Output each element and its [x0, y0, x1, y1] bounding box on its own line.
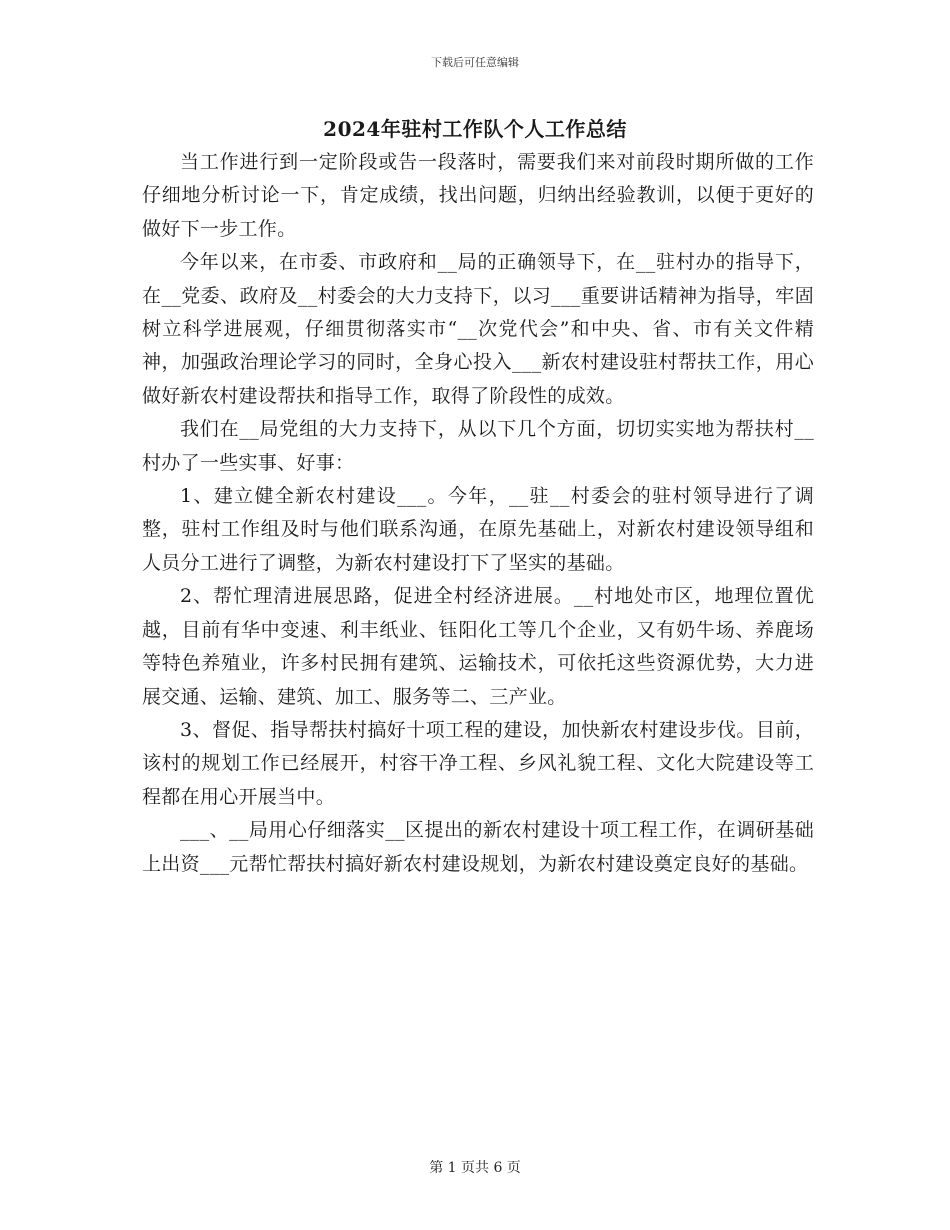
paragraph: 今年以来，在市委、市政府和__局的正确领导下，在__驻村办的指导下，在__党委、政府及__村委会的大力支持下，以习___重要讲话精神为指导，牢固树立科学进展观，仔细贯彻落实市“__次党代会”和中央、省、市有关文件精神，加强政治理论学习的同时，全身心投入___新农村建设驻村帮扶工作，用心做好新农村建设帮扶和指导工作，取得了阶段性的成效。 — [142, 251, 814, 407]
paragraph: ___、__局用心仔细落实__区提出的新农村建设十项工程工作，在调研基础上出资___元帮忙帮扶村搞好新农村建设规划，为新农村建设奠定良好的基础。 — [142, 819, 814, 875]
paragraph: 1、建立健全新农村建设___。今年，__驻__村委会的驻村领导进行了调整，驻村工作组及时与他们联系沟通，在原先基础上，对新农村建设领导组和人员分工进行了调整，为新农村建设打下了坚实的基础。 — [142, 485, 814, 574]
paragraph: 我们在__局党组的大力支持下，从以下几个方面，切切实实地为帮扶村__村办了一些实事、好事： — [142, 418, 814, 474]
paragraph: 2、帮忙理清进展思路，促进全村经济进展。__村地处市区，地理位置优越，目前有华中变速、利丰纸业、钰阳化工等几个企业，又有奶牛场、养鹿场等特色养殖业，许多村民拥有建筑、运输技术，可依托这些资源优势，大力进展交通、运输、建筑、加工、服务等二、三产业。 — [142, 585, 814, 708]
document-title: 2024年驻村工作队个人工作总结 — [323, 117, 627, 141]
paragraph: 当工作进行到一定阶段或告一段落时，需要我们来对前段时期所做的工作仔细地分析讨论一下，肯定成绩，找出问题，归纳出经验教训，以便于更好的做好下一步工作。 — [142, 151, 814, 240]
paragraph: 3、督促、指导帮扶村搞好十项工程的建设，加快新农村建设步伐。目前，该村的规划工作已经展开，村容干净工程、乡风礼貌工程、文化大院建设等工程都在用心开展当中。 — [142, 718, 814, 808]
page-header-note: 下载后可任意编辑 — [431, 56, 519, 69]
page-number: 第 1 页共 6 页 — [429, 1160, 521, 1176]
document-body — [142, 146, 814, 881]
